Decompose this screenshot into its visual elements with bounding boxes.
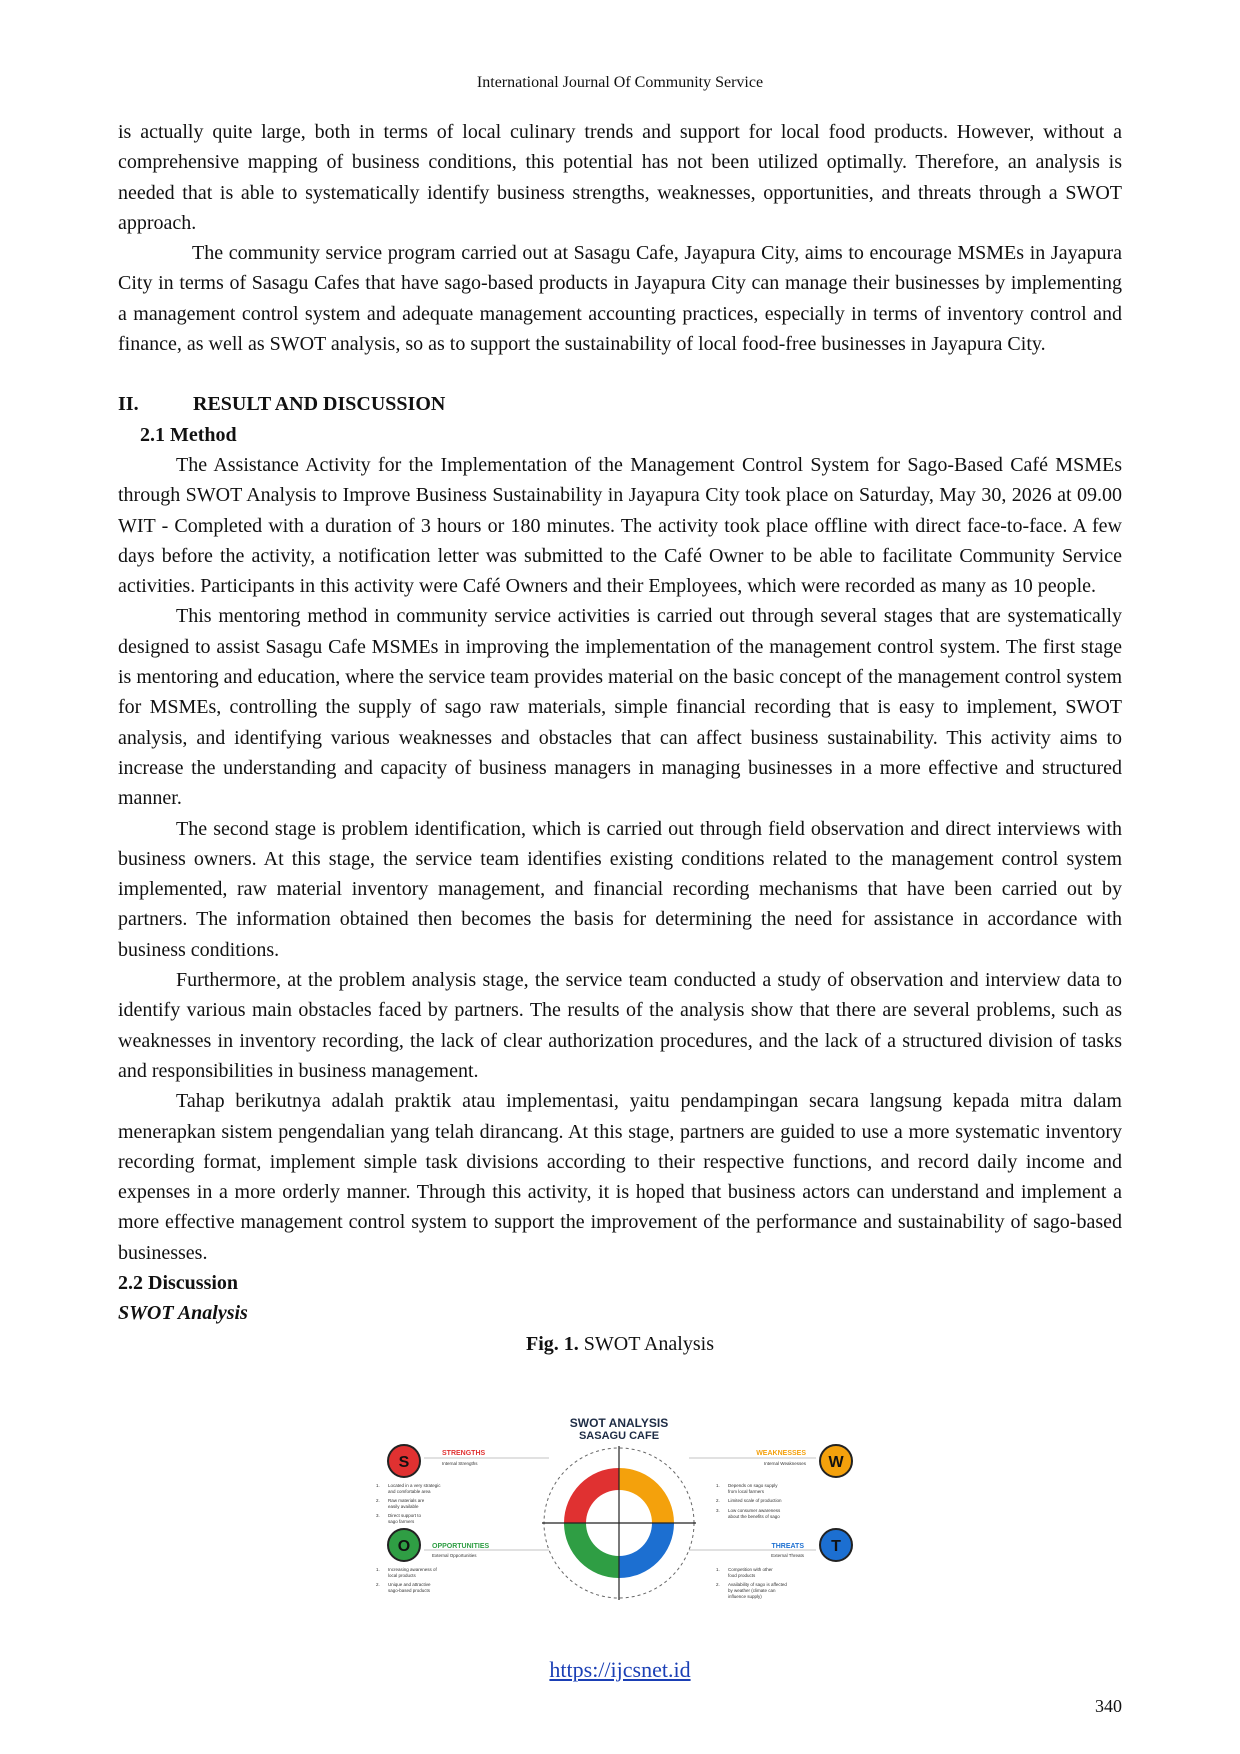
weaknesses-item-text: from local farmers [728,1489,765,1494]
strengths-item-number: 2. [376,1498,380,1503]
weaknesses-item-number: 3. [716,1508,720,1513]
threats-item-text: by weather (climate can [728,1588,776,1593]
weaknesses-item-text: Low consumer awareness [728,1508,781,1513]
opportunities-item-text: Unique and attractive [388,1582,431,1587]
section-number: II. [118,393,139,416]
strengths-item-text: Raw materials are [388,1498,425,1503]
weaknesses-letter: W [828,1454,844,1471]
section-heading [118,389,1122,419]
subsubsection-heading: SWOT Analysis [118,1302,248,1325]
paragraph: The second stage is problem identification, which is carried out through field observation and direct interviews with business owners. At this stage, the service team identifies existing conditions related to the management control system implemented, raw material inventory management, and financial recording mechanisms that have been carried out by partners. The information obtained then becomes the basis for determining the need for assistance in accordance with business conditions. [118,817,1122,961]
opportunities-item-text: sago-based products [388,1588,431,1593]
opportunities-item-number: 2. [376,1582,380,1587]
subsection-heading-method: 2.1 Method [140,423,237,446]
diagram-subtitle: SASAGU CAFE [578,1430,660,1442]
threats-item-text: Availability of sago is affected [728,1582,787,1587]
strengths-item-number: 1. [376,1483,380,1488]
threats-letter: T [831,1538,841,1555]
page-number: 340 [1095,1696,1122,1716]
running-header: International Journal Of Community Service [476,74,764,91]
opportunities-item-number: 1. [376,1567,380,1572]
threats-title: THREATS [771,1543,804,1550]
figure-caption-text: SWOT Analysis [583,1332,714,1355]
paragraph: Tahap berikutnya adalah praktik atau implementasi, yaitu pendampingan secara langsung kepada mitra dalam menerapkan sistem pengendalian yang telah dirancang. At this stage, partners are guided to use a more systematic inventory recording format, implement simple task divisions according to their respective functions, and record daily income and expenses in a more orderly manner. Through this activity, it is hoped that business actors can understand and implement a more effective management control system to support the improvement of the performance and sustainability of sago-based businesses. [118,1090,1122,1264]
opportunities-subtitle: External Opportunities [432,1553,477,1558]
opportunities-item-text: Increasing awareness of [388,1567,437,1572]
paragraph: Furthermore, at the problem analysis stage, the service team conducted a study of observation and interview data to identify various main obstacles faced by partners. The results of the analysis show that there are several problems, such as weaknesses in inventory recording, the lack of clear authorization procedures, and the lack of a structured division of tasks and responsibilities in business management. [118,969,1122,1082]
opportunities-letter: O [397,1538,411,1555]
threats-item-text: influence supply) [728,1594,762,1599]
strengths-letter: S [398,1454,410,1471]
paragraph: The community service program carried out at Sasagu Cafe, Jayapura City, aims to encourage MSMEs in Jayapura City in terms of Sasagu Cafes that have sago-based products in Jayapura City can manage their businesses by implementing a management control system and adequate management accounting practices, especially in terms of inventory control and finance, as well as SWOT analysis, so as to support the sustainability of local food-free businesses in Jayapura City. [118,242,1122,356]
weaknesses-item-text: about the benefits of sago [728,1514,780,1519]
opportunities-item-text: local products [388,1573,416,1578]
swot-diagram [364,1416,874,1608]
strengths-subtitle: Internal Strengths [442,1461,478,1466]
weaknesses-title: WEAKNESSES [756,1450,806,1457]
journal-website-link[interactable]: https://ijcsnet.id [549,1657,691,1682]
threats-item-number: 1. [716,1567,720,1572]
subsection-heading-discussion: 2.2 Discussion [118,1271,239,1294]
diagram-title: SWOT ANALYSIS [569,1416,669,1430]
paragraph: is actually quite large, both in terms of local culinary trends and support for local food products. However, without a comprehensive mapping of business conditions, this potential has not been utilized optimally. Therefore, an analysis is needed that is able to systematically identify business strengths, weaknesses, opportunities, and threats through a SWOT approach. [118,121,1122,234]
section-title: RESULT AND DISCUSSION [193,393,446,416]
weaknesses-item-number: 2. [716,1498,720,1503]
strengths-item-text: and comfortable area [388,1489,431,1494]
weaknesses-item-text: Depends on sago supply [728,1483,778,1488]
figure-label: Fig. 1. [526,1332,579,1355]
strengths-item-text: easily available [388,1504,419,1509]
paragraph: The Assistance Activity for the Implementation of the Management Control System for Sago-Based Café MSMEs through SWOT Analysis to Improve Business Sustainability in Jayapura City took place on Saturday, May 30, 2026 at 09.00 WIT - Completed with a duration of 3 hours or 180 minutes. The activity took place offline with direct face-to-face. A few days before the activity, a notification letter was submitted to the Café Owner to be able to facilitate Community Service activities. Participants in this activity were Café Owners and their Employees, which were recorded as many as 10 people. [118,453,1122,598]
threats-item-text: food products [728,1573,756,1578]
opportunities-title: OPPORTUNITIES [432,1543,490,1550]
weaknesses-item-text: Limited scale of production [728,1498,782,1503]
paragraph: This mentoring method in community service activities is carried out through several stages that are systematically designed to assist Sasagu Cafe MSMEs in improving the implementation of the management control system. The first stage is mentoring and education, where the service team provides material on the basic concept of the management control system for MSMEs, controlling the supply of sago raw materials, simple financial recording that is easy to implement, SWOT analysis, and identifying various weaknesses and obstacles that can affect business sustainability. This activity aims to increase the understanding and capacity of business managers in managing businesses in a more effective and structured manner. [118,605,1122,810]
body-text [118,117,1122,1359]
weaknesses-subtitle: Internal Weaknesses [764,1461,806,1466]
strengths-item-text: Direct support to [388,1513,422,1518]
threats-subtitle: External Threats [771,1553,804,1558]
strengths-item-number: 3. [376,1513,380,1518]
threats-item-number: 2. [716,1582,720,1587]
strengths-item-text: Located in a very strategic [388,1483,441,1488]
strengths-item-text: sago farmers [388,1519,415,1524]
threats-item-text: Competition with other [728,1567,773,1572]
figure-caption [118,1329,1122,1359]
strengths-title: STRENGTHS [442,1450,486,1457]
swot-figure [364,1416,874,1608]
weaknesses-item-number: 1. [716,1483,720,1488]
